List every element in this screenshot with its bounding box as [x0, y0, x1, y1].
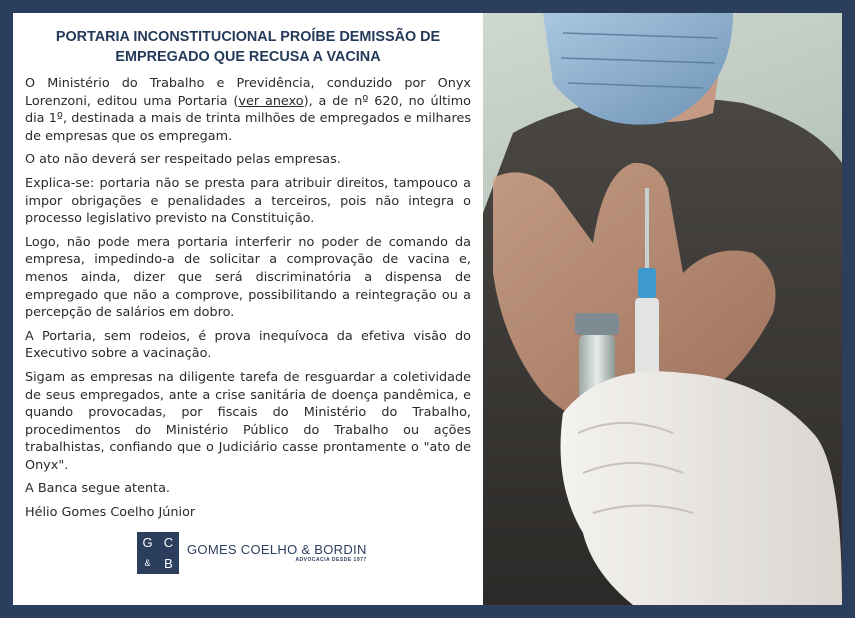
vial-cap	[575, 313, 619, 335]
monogram-b: B	[164, 555, 173, 571]
post-card	[13, 13, 842, 605]
vaccine-refusal-photo	[483, 13, 842, 605]
syringe-hub	[638, 268, 656, 298]
firm-tagline: ADVOCACIA DESDE 1977	[295, 557, 367, 564]
syringe-needle	[645, 188, 649, 268]
paragraph-3: Explica-se: portaria não se presta para atribuir direitos, tampouco a impor obrigações e penalidades a terceiros, pois não integra o processo legislativo previsto na Constituição.	[25, 175, 471, 227]
monogram-c: C	[163, 534, 174, 550]
paragraph-7: A Banca segue atenta.	[25, 481, 170, 497]
photo-illustration	[483, 13, 842, 605]
firm-logo	[137, 532, 471, 574]
logo-monogram	[137, 532, 179, 574]
logo-wordmark	[187, 542, 367, 563]
author-signature: Hélio Gomes Coelho Júnior	[25, 505, 196, 521]
monogram-g: G	[142, 534, 153, 550]
paragraph-4: Logo, não pode mera portaria interferir no poder de comando da empresa, impedindo-a de solicitar a comprovação de vacina e, menos ainda, dizer que será discriminatória a dispensa de empregado que não a comprove, possibilitando a reintegração ou a percepção de salários em dobro.	[25, 234, 471, 321]
monogram-amp: &	[144, 557, 151, 568]
paragraph-1-end: ), a de nº 620, no último dia 1º, destinada a mais de trinta milhões de empregados e milhares de empresas que os empregam.	[25, 93, 471, 144]
paragraph-2: O ato não deverá ser respeitado pelas empresas.	[25, 152, 341, 168]
paragraph-1	[25, 75, 471, 145]
paragraph-5: A Portaria, sem rodeios, é prova inequívoca da efetiva visão do Executivo sobre a vacinação.	[25, 328, 471, 362]
paragraph-1-start: O Ministério do Trabalho e Previdência, conduzido por Onyx Lorenzoni, editou uma Portaria (	[25, 76, 471, 109]
firm-name: GOMES COELHO & BORDIN	[187, 542, 367, 558]
paragraph-6: Sigam as empresas na diligente tarefa de resguardar a coletividade de seus empregados, ante a crise sanitária de doença pandêmica, e quando provocadas, por fiscais do Ministério do Trabalho, procedimentos do Ministério Público do Trabalho ou ações trabalhistas, confiando que o Judiciário casse prontamente o "ato de Onyx".	[25, 369, 471, 473]
annex-link[interactable]: ver anexo	[238, 93, 304, 109]
article-headline: PORTARIA INCONSTITUCIONAL PROÍBE DEMISSÃO DE EMPREGADO QUE RECUSA A VACINA	[55, 29, 441, 65]
article-panel	[13, 13, 483, 605]
